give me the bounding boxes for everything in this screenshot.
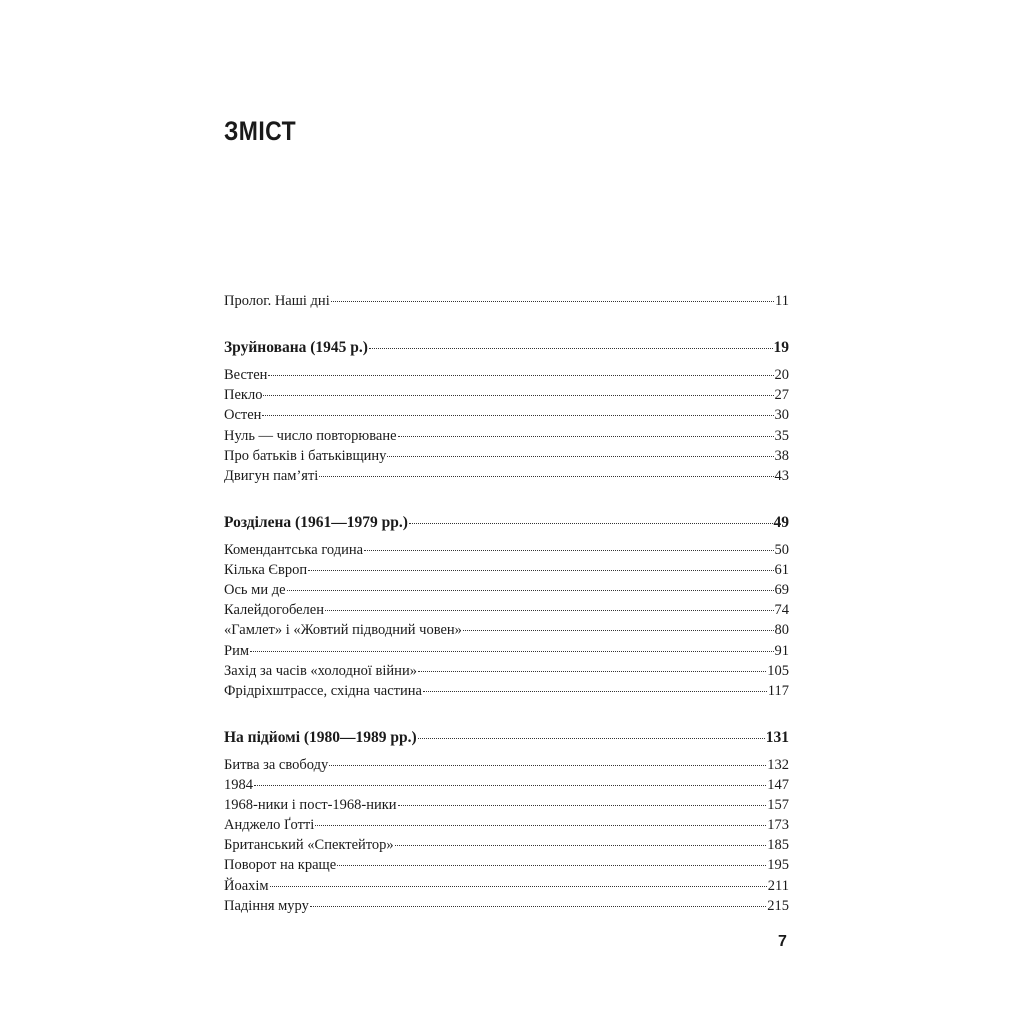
toc-section-page: 19 <box>773 339 789 356</box>
toc-entry-page: 11 <box>775 293 789 309</box>
toc-entry <box>224 365 789 385</box>
toc-entry-page: 43 <box>774 468 789 484</box>
dot-leader <box>418 659 766 672</box>
toc-entry-label: Ось ми де <box>224 582 286 598</box>
dot-leader <box>250 639 774 652</box>
dot-leader <box>287 578 774 591</box>
toc-entry <box>224 855 789 875</box>
toc-section-page: 131 <box>765 729 789 746</box>
toc-entry-page: 211 <box>767 878 789 894</box>
toc-entry <box>224 446 789 466</box>
dot-leader <box>364 538 773 551</box>
page-title: ЗМІСТ <box>224 116 297 146</box>
toc-entry-page: 50 <box>774 542 789 558</box>
toc-entry <box>224 291 789 311</box>
dot-leader <box>315 813 766 826</box>
toc-entry-page: 38 <box>774 448 789 464</box>
toc-entry-page: 20 <box>774 367 789 383</box>
dot-leader <box>331 289 774 302</box>
toc-entry <box>224 896 789 916</box>
toc-entry-label: Калейдогобелен <box>224 602 324 618</box>
toc-entry-page: 61 <box>774 562 789 578</box>
toc-entry-label: Йоахім <box>224 878 269 894</box>
toc-entry-label: Поворот на краще <box>224 857 337 873</box>
toc-entry-label: Комендантська година <box>224 542 364 558</box>
toc-entry-label: 1984 <box>224 777 253 793</box>
toc-entry-page: 173 <box>767 817 789 833</box>
toc-entry <box>224 835 789 855</box>
toc-entry-label: Пекло <box>224 387 263 403</box>
toc-entry-page: 105 <box>767 663 789 679</box>
toc-section-page: 49 <box>773 514 789 531</box>
dot-leader <box>310 894 766 907</box>
toc-entry-label: 1968-ники і пост-1968-ники <box>224 797 397 813</box>
toc-entry-label: Вестен <box>224 367 268 383</box>
toc-entry-label: Кілька Європ <box>224 562 308 578</box>
toc-entry <box>224 560 789 580</box>
toc-entry-label: Захід за часів «холодної війни» <box>224 663 417 679</box>
toc-entry <box>224 755 789 775</box>
dot-leader <box>418 726 765 739</box>
toc-entry <box>224 540 789 560</box>
dot-leader <box>325 598 774 611</box>
dot-leader <box>409 511 773 524</box>
toc-entry <box>224 620 789 640</box>
dot-leader <box>398 793 767 806</box>
toc-entry-label: Про батьків і батьківщину <box>224 448 387 464</box>
dot-leader <box>463 618 774 631</box>
dot-leader <box>268 363 773 376</box>
dot-leader <box>337 853 766 866</box>
toc-entry <box>224 681 789 701</box>
toc-entry-label: Нуль — число повторюване <box>224 428 397 444</box>
dot-leader <box>329 753 766 766</box>
toc-entry <box>224 815 789 835</box>
toc-entry-label: Падіння муру <box>224 898 309 914</box>
toc-entry-label: Остен <box>224 407 262 423</box>
toc-entry-page: 195 <box>767 857 789 873</box>
dot-leader <box>423 679 767 692</box>
toc-entry <box>224 641 789 661</box>
toc-entry-page: 69 <box>774 582 789 598</box>
dot-leader <box>319 464 773 477</box>
toc-entry-label: Анджело Ґотті <box>224 817 315 833</box>
toc-entry-page: 30 <box>774 407 789 423</box>
toc-entry-label: Рим <box>224 643 249 659</box>
toc-entry-label: Пролог. Наші дні <box>224 293 330 309</box>
page-number: 7 <box>778 933 787 950</box>
toc-entry <box>224 385 789 405</box>
toc-entry-label: Британський «Спектейтор» <box>224 837 394 853</box>
toc-entry-label: «Гамлет» і «Жовтий підводний човен» <box>224 622 462 638</box>
toc-entry <box>224 600 789 620</box>
dot-leader <box>369 336 773 349</box>
toc-entry <box>224 426 789 446</box>
toc-entry-page: 80 <box>774 622 789 638</box>
toc-section-label: На підйомі (1980—1989 рр.) <box>224 729 417 746</box>
dot-leader <box>395 833 767 846</box>
toc-entry <box>224 775 789 795</box>
toc-entry <box>224 795 789 815</box>
toc-section-heading <box>224 513 789 533</box>
toc-entry-label: Битва за свободу <box>224 757 329 773</box>
toc-section-label: Зруйнована (1945 р.) <box>224 339 368 356</box>
dot-leader <box>387 444 773 457</box>
toc-entry-page: 74 <box>774 602 789 618</box>
toc-entry-page: 185 <box>767 837 789 853</box>
dot-leader <box>308 558 773 571</box>
toc-entry-label: Двигун пам’яті <box>224 468 319 484</box>
toc-entry-label: Фрідріхштрассе, східна частина <box>224 683 422 699</box>
toc-entry-page: 35 <box>774 428 789 444</box>
toc-entry-page: 91 <box>774 643 789 659</box>
toc-entry-page: 147 <box>767 777 789 793</box>
toc-entry-page: 27 <box>774 387 789 403</box>
dot-leader <box>262 403 773 416</box>
toc-entry <box>224 661 789 681</box>
toc-section-heading <box>224 338 789 358</box>
toc-section-label: Розділена (1961—1979 рр.) <box>224 514 408 531</box>
dot-leader <box>254 773 766 786</box>
dot-leader <box>263 383 773 396</box>
toc-entry <box>224 405 789 425</box>
toc-section-heading <box>224 728 789 748</box>
toc-entry-page: 132 <box>767 757 789 773</box>
dot-leader <box>398 424 774 437</box>
toc-entry <box>224 466 789 486</box>
toc-entry <box>224 876 789 896</box>
toc-entry-page: 157 <box>767 797 789 813</box>
toc-entry-page: 215 <box>767 898 789 914</box>
dot-leader <box>270 874 767 887</box>
toc-entry-page: 117 <box>767 683 789 699</box>
toc-entry <box>224 580 789 600</box>
